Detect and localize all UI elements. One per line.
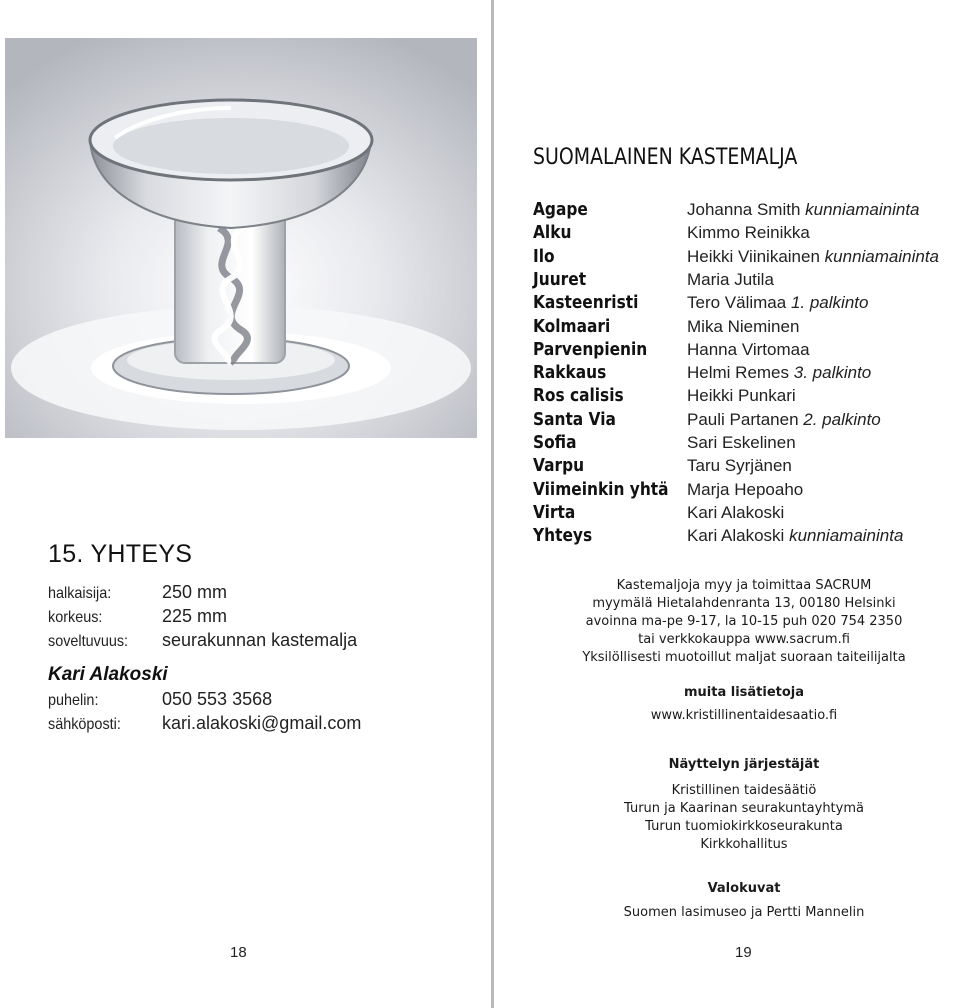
artist-name: Kari Alakoski	[48, 664, 168, 685]
entry-award: kunniamaininta	[789, 526, 904, 546]
entry-name: Virta	[533, 502, 576, 523]
entry-row	[533, 223, 960, 246]
entry-artist	[687, 223, 810, 243]
page-spine-divider	[491, 0, 494, 1008]
contact-label: puhelin:	[48, 692, 99, 709]
catalog-item-title: 15. YHTEYS	[48, 540, 193, 568]
entry-name: Kolmaari	[533, 316, 611, 337]
more-info-link[interactable]: www.kristillinentaidesaatio.fi	[650, 708, 838, 723]
entry-row	[533, 433, 960, 456]
entry-artist	[687, 340, 810, 360]
entry-row	[533, 363, 960, 386]
entry-name: Alku	[533, 223, 572, 244]
organizer-item: Turun ja Kaarinan seurakuntayhtymä	[624, 801, 864, 816]
entry-artist	[687, 317, 799, 337]
entry-artist	[687, 480, 803, 500]
entry-row	[533, 526, 960, 549]
organizers-heading: Näyttelyn järjestäjät	[668, 757, 820, 772]
entry-row	[533, 270, 960, 293]
sales-info-line: myymälä Hietalahdenranta 13, 00180 Helsinki	[592, 596, 896, 611]
entry-artist-name: Hanna Virtomaa	[687, 339, 810, 359]
sales-info-line: Kastemaljoja myy ja toimittaa SACRUM	[616, 578, 872, 593]
entry-row	[533, 247, 960, 270]
entry-name: Kasteenristi	[533, 293, 639, 314]
sales-info-line: Yksilöllisesti muotoillut maljat suoraan taiteilijalta	[582, 650, 906, 665]
entry-name: Sofia	[533, 433, 577, 453]
entry-row	[533, 456, 960, 479]
entry-award: kunniamaininta	[824, 246, 940, 266]
entry-award: 1. palkinto	[790, 293, 869, 313]
entry-artist	[687, 386, 796, 406]
entry-artist	[687, 526, 903, 546]
spec-value: 225 mm	[162, 606, 228, 626]
spec-row-diameter	[48, 582, 227, 603]
entry-artist	[687, 433, 796, 453]
entry-artist	[687, 293, 868, 313]
entry-artist	[687, 456, 792, 476]
entry-name: Yhteys	[533, 526, 593, 547]
entry-artist-name: Marja Hepoaho	[687, 479, 804, 499]
entry-name: Rakkaus	[533, 363, 607, 384]
entry-name: Varpu	[533, 456, 585, 477]
entry-artist-name: Tero Välimaa	[687, 293, 787, 313]
entry-artist	[687, 503, 784, 523]
spec-label: korkeus:	[48, 609, 103, 626]
entry-row	[533, 200, 960, 223]
entry-artist	[687, 247, 939, 267]
email-address[interactable]: kari.alakoski@gmail.com	[162, 713, 362, 733]
spec-label: soveltuvuus:	[48, 633, 129, 650]
entry-name: Ilo	[533, 246, 555, 267]
entry-name: Viimeinkin yhtä	[533, 479, 669, 500]
sales-info-line: avoinna ma-pe 9-17, la 10-15 puh 020 754 2350	[585, 614, 903, 629]
entry-artist-name: Maria Jutila	[687, 269, 774, 289]
entry-name: Juuret	[533, 269, 587, 290]
contact-label: sähköposti:	[48, 716, 121, 733]
entry-award: 3. palkinto	[793, 363, 872, 383]
organizer-item: Kristillinen taidesäätiö	[671, 783, 817, 798]
entry-artist-name: Sari Eskelinen	[687, 433, 796, 452]
photo-credits-text: Suomen lasimuseo ja Pertti Mannelin	[623, 905, 865, 920]
contact-row-phone	[48, 689, 272, 710]
page-title: SUOMALAINEN KASTEMALJA	[533, 145, 798, 170]
organizer-item: Kirkkohallitus	[700, 837, 788, 852]
entry-artist-name: Kari Alakoski	[687, 526, 785, 546]
entry-artist-name: Heikki Viinikainen	[687, 246, 820, 266]
entry-award: kunniamaininta	[805, 200, 920, 219]
entry-artist	[687, 410, 881, 430]
photo-credits	[560, 880, 928, 922]
entry-artist	[687, 270, 774, 290]
entry-artist-name: Kari Alakoski	[687, 502, 785, 522]
organizers	[560, 756, 928, 854]
entry-award: 2. palkinto	[803, 409, 881, 429]
entry-row	[533, 340, 960, 363]
entry-row	[533, 386, 960, 409]
spec-row-height	[48, 606, 227, 627]
entry-row	[533, 410, 960, 433]
entry-name: Santa Via	[533, 409, 616, 430]
entry-artist	[687, 200, 920, 220]
entry-artist-name: Pauli Partanen	[687, 409, 799, 429]
sales-info	[560, 577, 928, 667]
entry-row	[533, 317, 960, 340]
sales-info-line: tai verkkokauppa www.sacrum.fi	[638, 632, 850, 647]
organizer-item: Turun tuomiokirkkoseurakunta	[645, 819, 843, 834]
entry-row	[533, 293, 960, 316]
entry-artist-name: Mika Nieminen	[687, 316, 800, 336]
more-info	[560, 684, 928, 725]
spec-row-suitability	[48, 630, 357, 651]
entry-artist-name: Kimmo Reinikka	[687, 223, 810, 243]
page-number-left: 18	[230, 944, 247, 961]
entry-name: Parvenpienin	[533, 339, 648, 360]
entry-row	[533, 503, 960, 526]
glass-bowl-photo	[5, 38, 477, 438]
entry-name: Agape	[533, 200, 588, 220]
phone-number: 050 553 3568	[162, 689, 273, 709]
contact-row-email	[48, 713, 361, 734]
entry-artist-name: Helmi Remes	[687, 363, 790, 383]
entry-artist-name: Heikki Punkari	[687, 386, 796, 406]
entry-row	[533, 480, 960, 503]
page-number-right: 19	[735, 944, 752, 961]
spec-value: 250 mm	[162, 582, 228, 602]
more-info-heading: muita lisätietoja	[683, 685, 805, 700]
entry-name: Ros calisis	[533, 386, 624, 407]
spec-value: seurakunnan kastemalja	[162, 630, 358, 650]
entry-artist-name: Johanna Smith	[687, 200, 801, 219]
spec-label: halkaisija:	[48, 585, 112, 602]
photo-credits-heading: Valokuvat	[707, 881, 781, 896]
entry-artist-name: Taru Syrjänen	[687, 456, 792, 476]
entry-artist	[687, 363, 871, 383]
